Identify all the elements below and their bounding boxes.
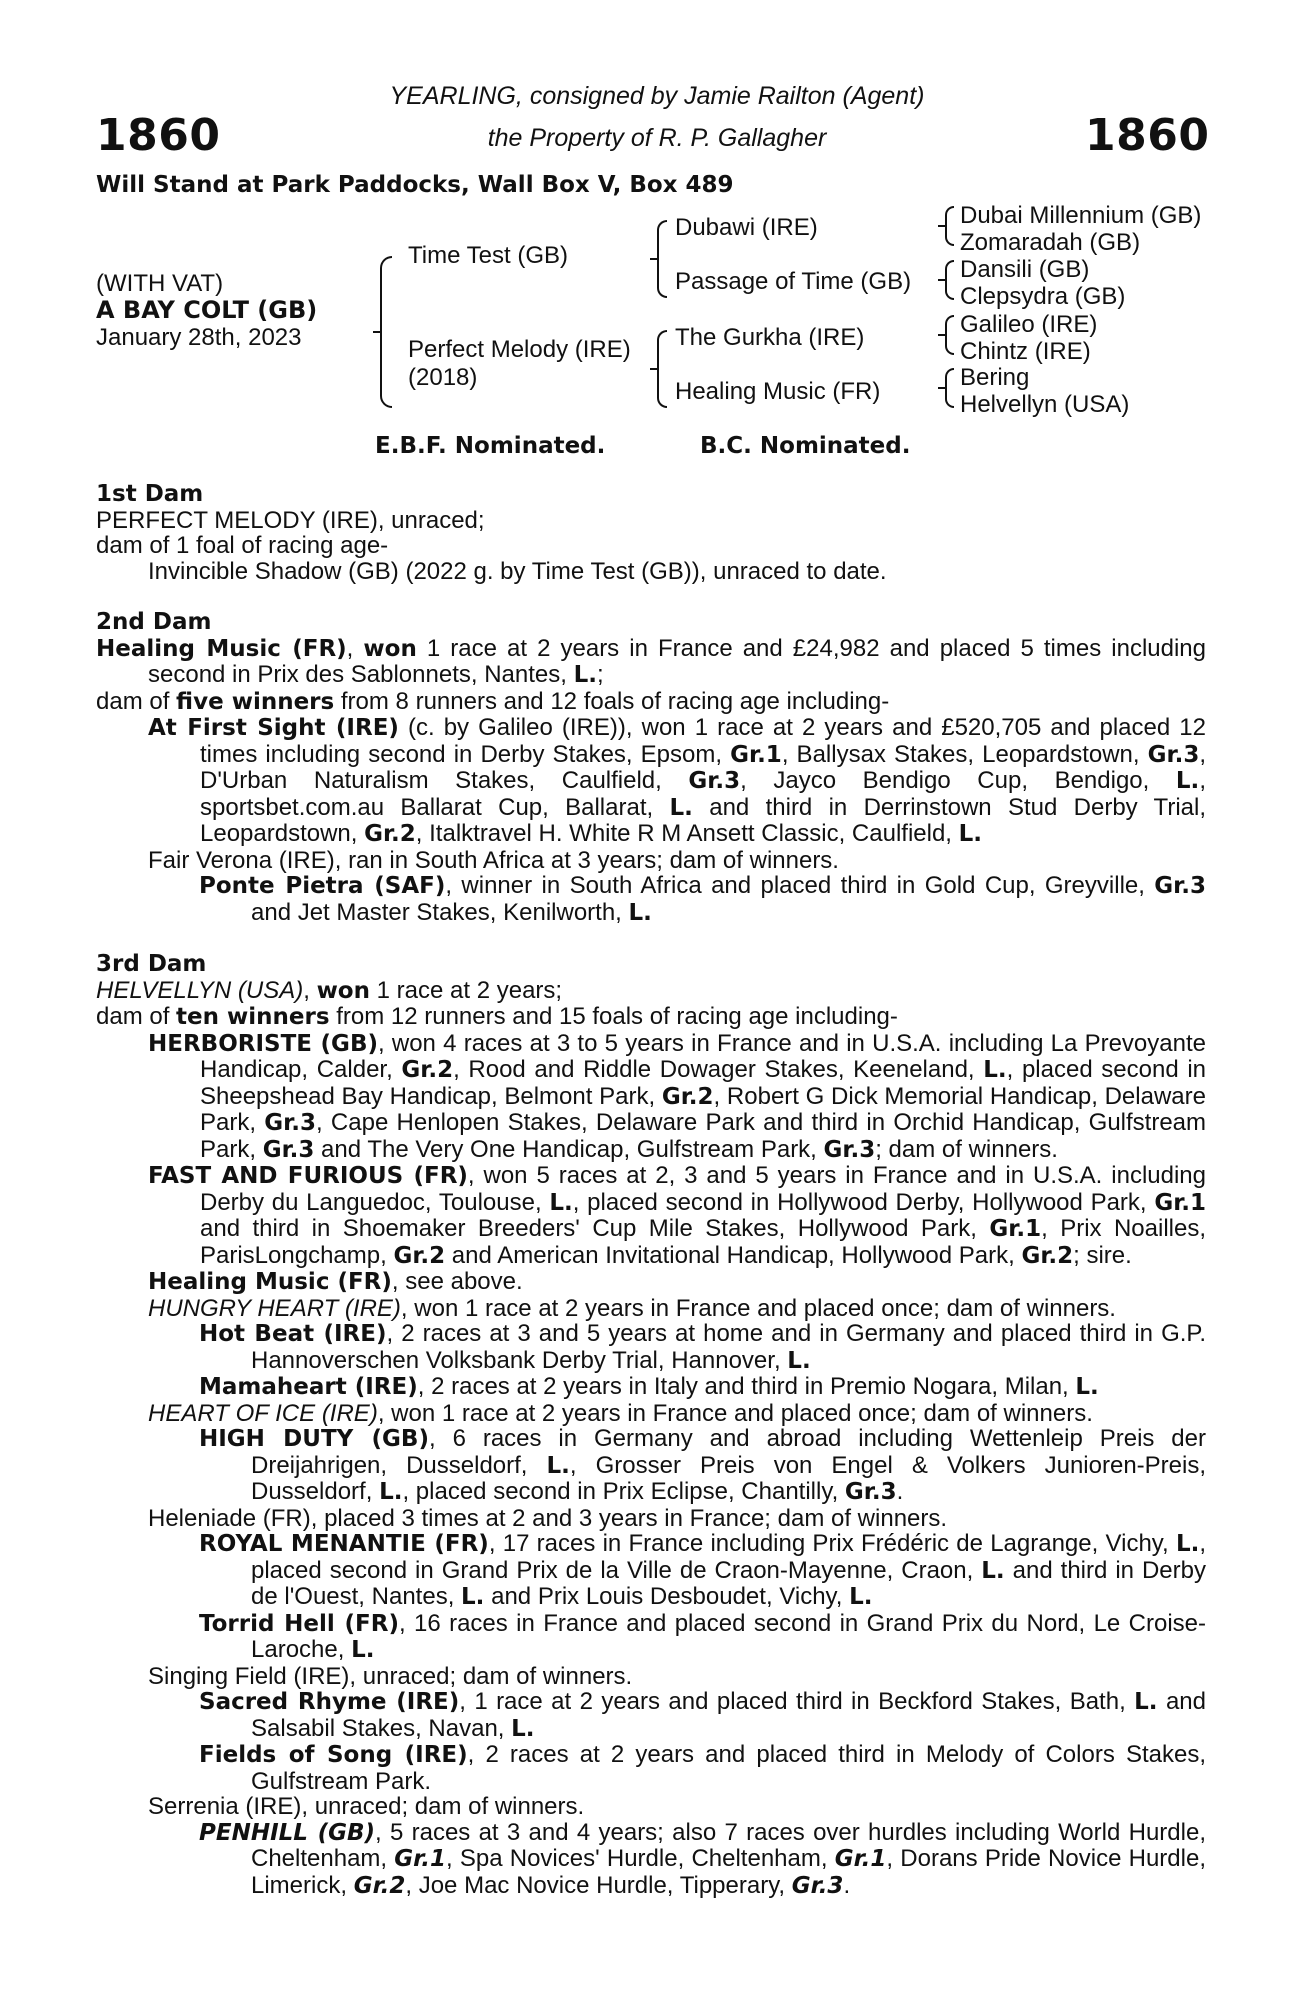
pedigree-dam-year: (2018) bbox=[408, 364, 478, 391]
ebf-nomination: E.B.F. Nominated. bbox=[375, 433, 606, 459]
pedigree-dds: Bering bbox=[960, 364, 1030, 391]
consignment-line: YEARLING, consigned by Jamie Railton (Agent) bbox=[389, 82, 925, 110]
pedigree-sdd: Clepsydra (GB) bbox=[960, 283, 1126, 310]
pedigree-dam: Perfect Melody (IRE) bbox=[408, 336, 631, 363]
pedigree-sss: Dubai Millennium (GB) bbox=[960, 202, 1202, 229]
property-line: the Property of R. P. Gallagher bbox=[487, 124, 827, 152]
pedigree-sire-dam: Passage of Time (GB) bbox=[675, 268, 912, 295]
stand-location: Will Stand at Park Paddocks, Wall Box V, Box 489 bbox=[96, 172, 734, 198]
list-item: Ponte Pietra (SAF), winner in South Africa and placed third in Gold Cup, Greyville, Gr.3 and Jet Master Stakes, Kenilworth, L. bbox=[199, 872, 1206, 926]
third-dam-heading: 3rd Dam bbox=[96, 951, 207, 977]
list-item: Singing Field (IRE), unraced; dam of winners. bbox=[148, 1662, 633, 1690]
first-dam-produce: dam of 1 foal of racing age- bbox=[96, 532, 389, 559]
list-item: HIGH DUTY (GB), 6 races in Germany and abroad including Wettenleip Preis der Dreijahrigen, Dusseldorf, L., Grosser Preis von Engel & Volkers Junioren-Preis, Dusseldorf, L., placed second in Prix Eclipse, Chantilly, Gr.3. bbox=[199, 1425, 1206, 1505]
pedigree-ddd: Helvellyn (USA) bbox=[960, 391, 1130, 418]
list-item: Fields of Song (IRE), 2 races at 2 years and placed third in Melody of Colors Stakes, Gulfstream Park. bbox=[199, 1741, 1206, 1795]
list-item: Sacred Rhyme (IRE), 1 race at 2 years and placed third in Beckford Stakes, Bath, L. and Salsabil Stakes, Navan, L. bbox=[199, 1688, 1206, 1742]
lot-number-right: 1860 bbox=[1085, 110, 1210, 161]
pedigree-sire: Time Test (GB) bbox=[408, 242, 569, 269]
list-item: PENHILL (GB), 5 races at 3 and 4 years; also 7 races over hurdles including World Hurdle, Cheltenham, Gr.1, Spa Novices' Hurdle, Cheltenham, Gr.1, Dorans Pride Novice Hurdle, Limerick, Gr.2, Joe Mac Novice Hurdle, Tipperary, Gr.3. bbox=[199, 1818, 1206, 1899]
list-item: Mamaheart (IRE), 2 races at 2 years in Italy and third in Premio Nogara, Milan, L. bbox=[199, 1373, 1099, 1400]
pedigree-dam-dam: Healing Music (FR) bbox=[675, 378, 881, 405]
list-item: ROYAL MENANTIE (FR), 17 races in France including Prix Frédéric de Lagrange, Vichy, L., placed second in Grand Prix de la Ville de Craon-Mayenne, Craon, L. and third in Derby de l'Ouest, Nantes, L. and Prix Louis Desboudet, Vichy, L. bbox=[199, 1530, 1207, 1610]
second-dam-produce: dam of five winners from 8 runners and 12 foals of racing age including- bbox=[96, 687, 890, 715]
pedigree-brace-sire-parents bbox=[657, 220, 667, 298]
second-dam-entry: Healing Music (FR), won 1 race at 2 years in France and £24,982 and placed 5 times including second in Prix des Sablonnets, Nantes, L.; bbox=[96, 634, 1207, 688]
horse-name: A BAY COLT (GB) bbox=[96, 296, 318, 324]
bc-nomination: B.C. Nominated. bbox=[700, 433, 911, 459]
pedigree-ssd: Zomaradah (GB) bbox=[960, 229, 1141, 256]
third-dam-entry: HELVELLYN (USA), won 1 race at 2 years; bbox=[96, 976, 563, 1004]
first-dam-heading: 1st Dam bbox=[96, 481, 204, 507]
list-item: Healing Music (FR), see above. bbox=[148, 1268, 523, 1295]
lot-number-left: 1860 bbox=[96, 110, 221, 161]
list-item: Hot Beat (IRE), 2 races at 3 and 5 years at home and in Germany and placed third in G.P. Hannoverschen Volksbank Derby Trial, Hannover, L. bbox=[199, 1320, 1206, 1374]
list-item: Heleniade (FR), placed 3 times at 2 and 3 years in France; dam of winners. bbox=[148, 1504, 948, 1532]
vat-note: (WITH VAT) bbox=[96, 270, 224, 297]
list-item: HERBORISTE (GB), won 4 races at 3 to 5 years in France and in U.S.A. including La Prevoyante Handicap, Calder, Gr.2, Rood and Riddle Dowager Stakes, Keeneland, L., placed second in Sheepshead Bay Handicap, Belmont Park, Gr.2, Robert G Dick Memorial Handicap, Delaware Park, Gr.3, Cape Henlopen Stakes, Delaware Park and third in Orchid Handicap, Gulfstream Park, Gr.3 and The Very One Handicap, Gulfstream Park, Gr.3; dam of winners. bbox=[148, 1029, 1207, 1163]
produce-record bbox=[96, 482, 1206, 1899]
pedigree-dam-sire: The Gurkha (IRE) bbox=[675, 324, 865, 351]
list-item: FAST AND FURIOUS (FR), won 5 races at 2, 3 and 5 years in France and in U.S.A. including Derby du Languedoc, Toulouse, L., placed second in Hollywood Derby, Hollywood Park, Gr.1 and third in Shoemaker Breeders' Cup Mile Stakes, Hollywood Park, Gr.1, Prix Noailles, ParisLongchamp, Gr.2 and American Invitational Handicap, Hollywood Park, Gr.2; sire. bbox=[148, 1162, 1207, 1269]
pedigree-brace-sd bbox=[945, 260, 954, 300]
list-item: At First Sight (IRE) (c. by Galileo (IRE)), won 1 race at 2 years and £520,705 and placed 12 times including second in Derby Stakes, Epsom, Gr.1, Ballysax Stakes, Leopardstown, Gr.3, D'Urban Naturalism Stakes, Caulfield, Gr.3, Jayco Bendigo Cup, Bendigo, L., sportsbet.com.au Ballarat Cup, Ballarat, L. and third in Derrinstown Stud Derby Trial, Leopardstown, Gr.2, Italktravel H. White R M Ansett Classic, Caulfield, L. bbox=[148, 714, 1207, 847]
list-item: Serrenia (IRE), unraced; dam of winners. bbox=[148, 1793, 585, 1820]
pedigree-brace-ss bbox=[945, 206, 954, 246]
pedigree-dsd: Chintz (IRE) bbox=[960, 338, 1091, 365]
list-item: HUNGRY HEART (IRE), won 1 race at 2 years in France and placed once; dam of winners. bbox=[148, 1294, 1116, 1322]
pedigree-brace-dam-parents bbox=[657, 330, 667, 408]
second-dam-heading: 2nd Dam bbox=[96, 609, 212, 635]
third-dam-produce: dam of ten winners from 12 runners and 15 foals of racing age including- bbox=[96, 1003, 898, 1030]
pedigree-sire-sire: Dubawi (IRE) bbox=[675, 214, 818, 241]
pedigree-sds: Dansili (GB) bbox=[960, 256, 1090, 283]
list-item: Torrid Hell (FR), 16 races in France and placed second in Grand Prix du Nord, Le Croise-Laroche, L. bbox=[199, 1609, 1206, 1663]
horse-dob: January 28th, 2023 bbox=[96, 324, 302, 351]
list-item: HEART OF ICE (IRE), won 1 race at 2 years in France and placed once; dam of winners. bbox=[148, 1399, 1093, 1427]
first-dam-foal: Invincible Shadow (GB) (2022 g. by Time Test (GB)), unraced to date. bbox=[148, 557, 887, 585]
pedigree-brace-dd bbox=[945, 368, 954, 408]
list-item: Fair Verona (IRE), ran in South Africa at 3 years; dam of winners. bbox=[148, 846, 839, 874]
first-dam-line: PERFECT MELODY (IRE), unraced; bbox=[96, 506, 485, 534]
pedigree-brace-ds bbox=[945, 315, 954, 355]
pedigree-dss: Galileo (IRE) bbox=[960, 311, 1098, 338]
pedigree-brace-sire-dam bbox=[380, 256, 392, 408]
